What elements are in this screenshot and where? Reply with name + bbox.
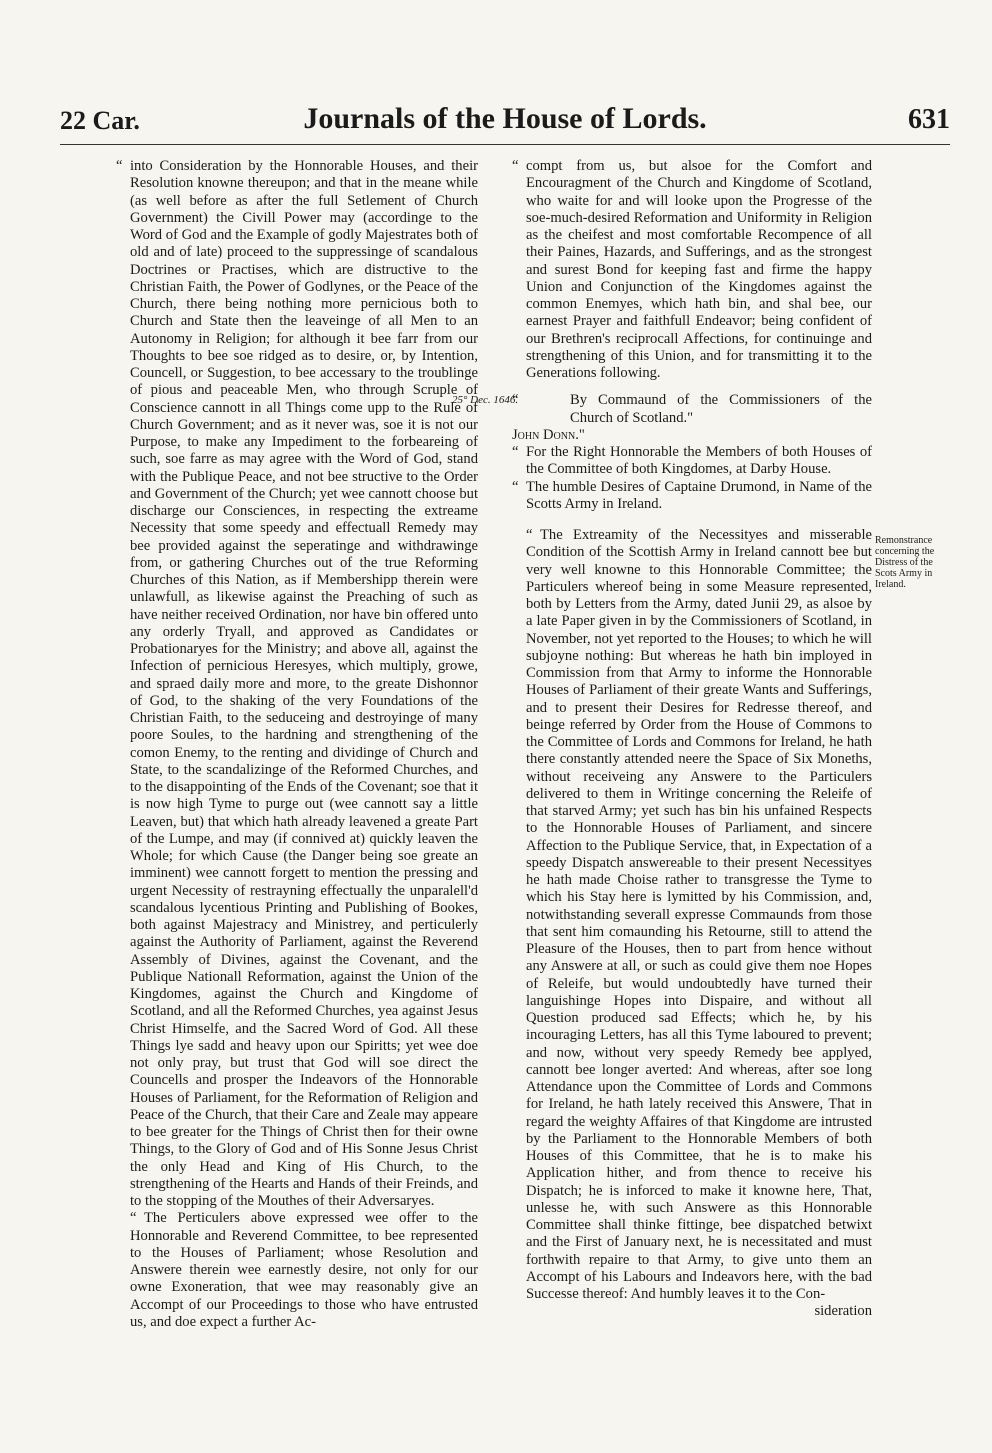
running-header <box>60 100 950 145</box>
right-column <box>452 158 872 1321</box>
page-number: 631 <box>908 104 950 135</box>
left-column <box>116 158 478 1331</box>
signatory: John Donn." <box>512 426 585 443</box>
left-paragraph-2: “ The Perticulers above expressed wee offer to the Honnorable and Reverend Committee, to bee represented to the Houses of Parliament; whose Resolution and Answere therein wee earnestly desire, not only for our owne Exoneration, that wee may reasonably give an Accompt of our Proceedings to those who have entrusted us, and doe expect a further Ac- <box>116 1210 478 1331</box>
address-line: “ For the Right Honnorable the Members of both Houses of the Committee of both Kingdomes, at Darby House. <box>512 444 872 479</box>
desires-title: “ The humble Desires of Captaine Drumond, in Name of the Scotts Army in Ireland. <box>512 479 872 514</box>
regnal-year: 22 Car. <box>60 106 140 135</box>
signature-block <box>452 392 872 444</box>
margin-note: Remonstrance concerning the Distress of the Scots Army in Ireland. <box>875 535 935 590</box>
catchword: sideration <box>814 1303 872 1320</box>
letter-date: 25° Dec. 1646. <box>452 394 519 407</box>
journal-title: Journals of the House of Lords. <box>303 102 707 135</box>
desires-body: “ The Extreamity of the Necessityes and misserable Condition of the Scottish Army in Ireland cannott bee but very well knowne to this Honnorable Committee; the Particulers whereof being in some Measure represented, both by Letters from the Army, dated Junii 29, as alsoe by a late Paper given in by the Commissioners of Scotland, in November, not yet reported to the Houses; to which he will subjoyne nothing: But whereas he hath bin imployed in Commission from that Army to informe the Honnorable Houses of Parliament of their greate Wants and Sufferings, and to present their Desires for Redresse thereof, and beinge referred by Order from the House of Commons to the Committee of Lords and Commons for Ireland, he hath there constantly attended neere the Space of Six Moneths, without receiveing any Answere to the Particulers delivered to them in Writinge concerning the Releife of that starved Army; yet such has bin his unfained Respects to the Honnorable Houses of Parliament, and sincere Affection to the Publique Service, that, in Expectation of a speedy Dispatch answereable to their present Necessityes he hath made Choise rather to transgresse the Tyme to which his Stay here is lymitted by his Commission, and, notwithstanding severall expresse Commaunds from those that sent him comaunding his Retourne, still to attend the Pleasure of the Houses, then to part from hence without any Answere at all, or such as could give them noe Hopes of Releife, but would undoubtedly have turned their languishinge Hopes into Dispaire, and without all Question produced sad Effects; which he, by his incouraging Letters, has all this Tyme laboured to prevent; and now, without very speedy Remedy bee applyed, cannott bee longer averted: And whereas, after soe long Attendance upon the Committee of Lords and Commons for Ireland, he hath lately received this Answere, That in regard the weighty Affaires of that Kingdome are intrusted by the Parliament to the Honnorable Members of both Houses of this Committee, that he is to make his Application hither, and from thence to receive his Dispatch; he is inforced to make it knowne here, That, unlesse he, with such Answere as this Honnorable Committee shall thinke fittinge, bee dispatched betwixt and the First of January next, he is necessitated and must forthwith repaire to that Army, to give unto them an Accompt of his Labours and Indeavors here, with the bad Successe thereof: And humbly leaves it to the Con- <box>512 527 872 1303</box>
left-paragraph-1: “ into Consideration by the Honnorable Houses, and their Resolution knowne thereupon; and that in the meane while (as well before as after the full Setlement of Church Government) the Civill Power may (accordinge to the Word of God and the Example of godly Majestrates both of old and of late) proceed to the suppressinge of scandalous Doctrines or Practises, which are distructive to the Christian Faith, the Power of Godlynes, or the Peace of the Church, there being nothing more pernicious both to Church and State then the leaveinge of all Men to an Autonomy in Religion; for although it bee farr from our Thoughts to bee soe ridged as to desire, or, by Intention, Councell, or Suggestion, to bee accessary to the troublinge of pious and peaceable Men, who through Scruple of Conscience cannott in all Things come upp to the Rule of Church Government; and as it never was, soe it is not our Purpose, to make any Impediment to the forbeareing of such, soe farre as may agree with the Word of God, stand with the Publique Peace, and not bee structive to the Order and Government of the Church; yet wee cannott choose but discharge our Consciences, in respecting the extreame Necessity that some speedy and effectuall Remedy may bee provided against the seperatinge and withdrawinge from, or gathering Churches out of the true Reforming Churches of this Nation, as if Membershipp therein were unlawfull, as likewise against the Preaching of such as have neither received Ordination, nor have bin offered unto any orderly Tryall, and approved as Candidates or Probationaryes for the Ministry; and above all, against the Infection of pernicious Heresyes, which multiply, growe, and spraed daily more and more, to the greate Dishonnor of God, to the shaking of the very Foundations of the Christian Faith, to the seduceing and destroyinge of many poore Soules, to the hardning and strengthening of the comon Enemy, to the renting and dividinge of Church and State, to the scandalizinge of the Reformed Churches, and to the disappointing of the Ends of the Covenant; soe that it is now high Tyme to purge out (wee cannott say a little Leaven, but) that which hath already leavened a greate Part of the Lumpe, and may (if connived at) quickly leaven the Whole; for which Cause (the Danger being soe greate an imminent) wee cannott forgett to mention the pressing and urgent Necessity of restrayning effectually the unparalell'd scandalous lycentious Printing and Publishing of Bookes, both against Majestracy and Ministrey, and perticulerly against the Authority of Parliament, against the Reverend Assembly of Divines, against the Covenant, and the Publique Nationall Reformation, against the Union of the Kingdomes, against the Church and Kingdome of Scotland, and all the Reformed Churches, yea against Jesus Christ Himselfe, and the Sacred Word of God. All these Things lye sadd and heavy upon our Spiritts; yet wee doe not only pray, but trust that God will soe direct the Councells and prosper the Indeavors of the Honnorable Houses of Parliament, for the Reformation of Religion and Peace of the Church, that their Care and Zeale may appeare to bee greater for the Things of Christ then for their owne Things, to the Glory of God and of His Sonne Jesus Christ the only Head and King of His Church, to the strengthening of the Hearts and Hands of their Freinds, and to the stopping of the Mouthes of their Adversaryes. <box>116 158 478 1210</box>
command-line: “ By Commaund of the Commissioners of the Church of Scotland." <box>512 392 872 427</box>
right-continuation: “ compt from us, but alsoe for the Comfort and Encouragment of the Church and Kingdome of Scotland, who waite for and will looke upon the Progresse of the soe-much-desired Reformation and Uniformity in Religion as the cheifest and most comfortable Recompence of all their Paines, Hazards, and Sufferings, and as the strongest and surest Bond for keeping fast and firme the happy Union and Conjunction of the Kingdomes against the common Enemyes, which hath bin, and shal bee, our earnest Prayer and faithfull Endeavor; being confident of our Brethren's reciprocall Affections, for continuinge and strengthening of this Union, and for transmitting it to the Generations following. <box>512 158 872 382</box>
